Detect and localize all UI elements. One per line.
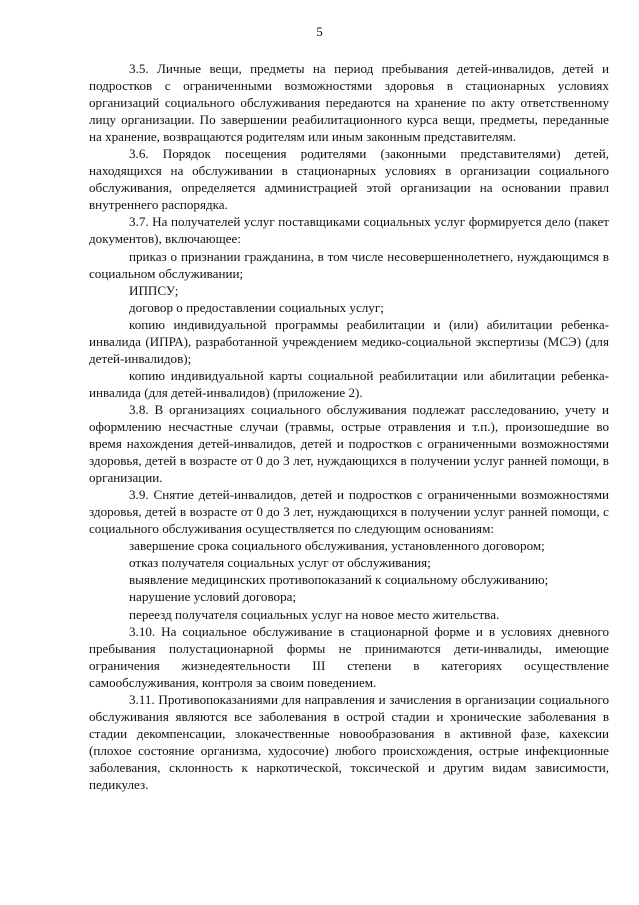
- list-item-contraindications: выявление медицинских противопоказаний к социальному обслуживанию;: [129, 572, 549, 588]
- list-item-ipra-copy: копию индивидуальной программы реабилитации и (или) абилитации ребенка-инвалида (ИПРА), разработанной учреждением медико-социальной экспертизы (МСЭ) (для детей-инвалидов);: [89, 316, 609, 366]
- page-number: 5: [316, 24, 323, 39]
- list-item-term-end: завершение срока социального обслуживания, установленного договором;: [129, 538, 545, 554]
- document-body: [89, 60, 609, 793]
- list-item-relocation: переезд получателя социальных услуг на новое место жительства.: [129, 606, 500, 622]
- list-item-contract-violation: нарушение условий договора;: [129, 589, 297, 605]
- paragraph-3-10: 3.10. На социальное обслуживание в стационарной форме и в условиях дневного пребывания полустационарной формы не принимаются дети-инвалиды, имеющие ограничения жизнедеятельности III степени в категориях осуществление самообслуживания, контроля за своим поведением.: [89, 623, 609, 690]
- paragraph-3-9: 3.9. Снятие детей-инвалидов, детей и подростков с ограниченными возможностями здоровья, детей в возрасте от 0 до 3 лет, нуждающихся в получении услуг ранней помощи, с социального обслуживания осуществляется по следующим основаниям:: [89, 487, 609, 537]
- paragraph-3-11: 3.11. Противопоказаниями для направления и зачисления в организации социального обслуживания являются все заболевания в острой стадии и хронические заболевания в стадии декомпенсации, злокачественные новообразования в активной фазе, кахексии (плохое состояние организма, худосочие) любого происхождения, острые инфекционные заболевания, склонность к наркотической, токсической и другим видам зависимости, педикулез.: [89, 691, 609, 792]
- paragraph-3-8: 3.8. В организациях социального обслуживания подлежат расследованию, учету и оформлению несчастные случаи (травмы, острые отравления и т.п.), произошедшие во время нахождения детей-инвалидов, детей и подростков с ограниченными возможностями здоровья, детей в возрасте от 0 до 3 лет, нуждающихся в получении услуг ранней помощи, в организации.: [89, 401, 609, 486]
- list-item-refusal: отказ получателя социальных услуг от обслуживания;: [129, 555, 431, 571]
- paragraph-3-7: 3.7. На получателей услуг поставщиками социальных услуг формируется дело (пакет документов), включающее:: [89, 214, 609, 247]
- list-item-rehab-card-copy: копию индивидуальной карты социальной реабилитации или абилитации ребенка-инвалида (для детей-инвалидов) (приложение 2).: [89, 367, 609, 400]
- list-item-order: приказ о признании гражданина, в том числе несовершеннолетнего, нуждающимся в социальном обслуживании;: [89, 248, 609, 281]
- paragraph-3-6: 3.6. Порядок посещения родителями (законными представителями) детей, находящихся на обслуживании в стационарных условиях в организации социального обслуживания, определяется администрацией этой организации на основании правил внутреннего распорядка.: [89, 146, 609, 213]
- list-item-contract: договор о предоставлении социальных услуг;: [129, 299, 384, 315]
- list-item-ippsu: ИППСУ;: [129, 282, 179, 298]
- paragraph-3-5: 3.5. Личные вещи, предметы на период пребывания детей-инвалидов, детей и подростков с ограниченными возможностями здоровья в стационарных условиях организаций социального обслуживания передаются на хранение по акту ответственному лицу организации. По завершении реабилитационного курса вещи, предметы, переданные на хранение, возвращаются родителям или иным законным представителям.: [89, 61, 609, 145]
